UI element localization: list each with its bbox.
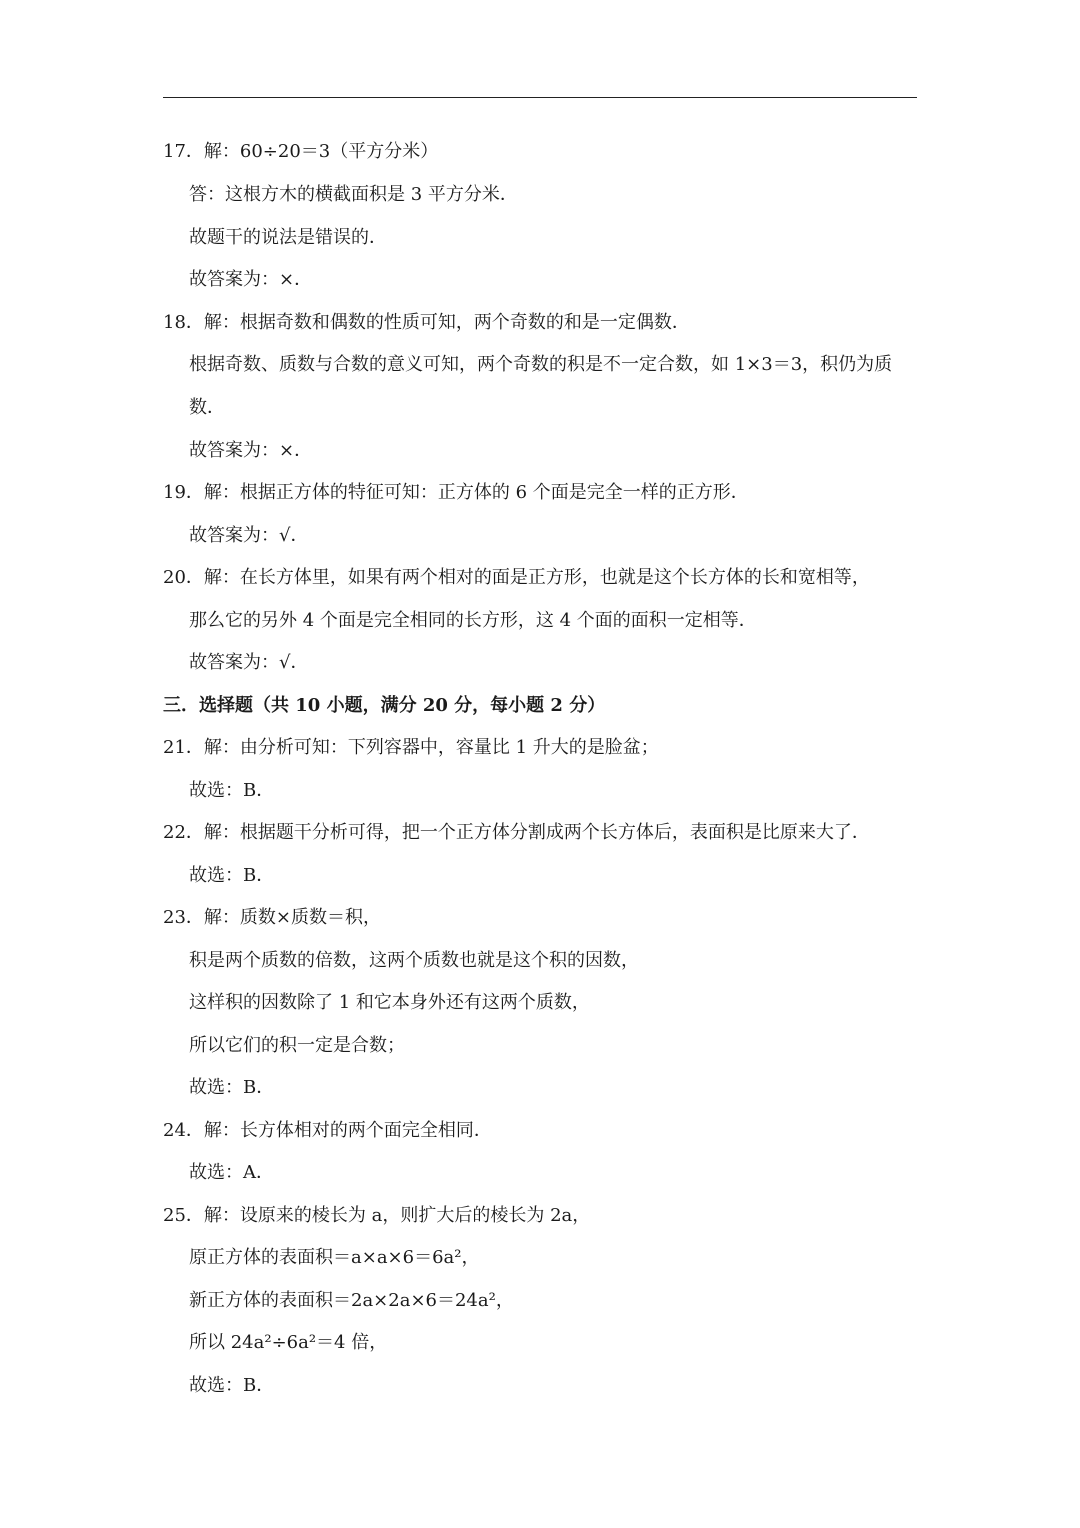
answer-18-result: 故答案为：×． — [189, 440, 313, 461]
answer-17-result: 故答案为：×． — [189, 269, 313, 290]
answer-23-explanation-1: 积是两个质数的倍数，这两个质数也就是这个积的因数， — [189, 950, 639, 971]
answer-17-line: 17．解：60÷20＝3（平方分米） — [163, 141, 439, 162]
answer-20-line: 20．解：在长方体里，如果有两个相对的面是正方形，也就是这个长方体的长和宽相等， — [163, 567, 870, 588]
answer-25-line: 25．解：设原来的棱长为 a，则扩大后的棱长为 2a， — [163, 1205, 591, 1226]
answer-24-result: 故选：A． — [189, 1162, 274, 1183]
answer-18-explanation-continued: 数． — [189, 397, 225, 418]
answer-22-line: 22．解：根据题干分析可得，把一个正方体分割成两个长方体后，表面积是比原来大了． — [163, 822, 870, 843]
answer-25-original-area: 原正方体的表面积＝a×a×6＝6a²， — [189, 1247, 480, 1268]
answer-23-line: 23．解：质数×质数＝积， — [163, 907, 381, 928]
answer-19-result: 故答案为：√． — [189, 525, 309, 546]
answer-23-result: 故选：B． — [189, 1077, 275, 1098]
section-heading-multiple-choice: 三．选择题（共 10 小题，满分 20 分，每小题 2 分） — [163, 695, 606, 716]
answer-20-result: 故答案为：√． — [189, 652, 309, 673]
answer-23-explanation-3: 所以它们的积一定是合数； — [189, 1035, 405, 1056]
answer-20-explanation: 那么它的另外 4 个面是完全相同的长方形，这 4 个面的面积一定相等． — [189, 610, 757, 631]
answer-18-explanation: 根据奇数、质数与合数的意义可知，两个奇数的积是不一定合数，如 1×3＝3，积仍为质 — [189, 354, 893, 375]
answer-23-explanation-2: 这样积的因数除了 1 和它本身外还有这两个质数， — [189, 992, 590, 1013]
answer-19-line: 19．解：根据正方体的特征可知：正方体的 6 个面是完全一样的正方形． — [163, 482, 749, 503]
header-rule — [163, 97, 917, 98]
answer-25-result: 故选：B． — [189, 1375, 275, 1396]
answer-22-result: 故选：B． — [189, 865, 275, 886]
answer-17-statement: 答：这根方木的横截面积是 3 平方分米． — [189, 184, 518, 205]
answer-21-result: 故选：B． — [189, 780, 275, 801]
answer-21-line: 21．解：由分析可知：下列容器中，容量比 1 升大的是脸盆； — [163, 737, 659, 758]
answer-24-line: 24．解：长方体相对的两个面完全相同． — [163, 1120, 492, 1141]
answer-17-conclusion: 故题干的说法是错误的． — [189, 227, 387, 248]
answer-18-line: 18．解：根据奇数和偶数的性质可知，两个奇数的和是一定偶数． — [163, 312, 690, 333]
answer-25-ratio: 所以 24a²÷6a²＝4 倍， — [189, 1332, 388, 1353]
answer-25-new-area: 新正方体的表面积＝2a×2a×6＝24a²， — [189, 1290, 514, 1311]
